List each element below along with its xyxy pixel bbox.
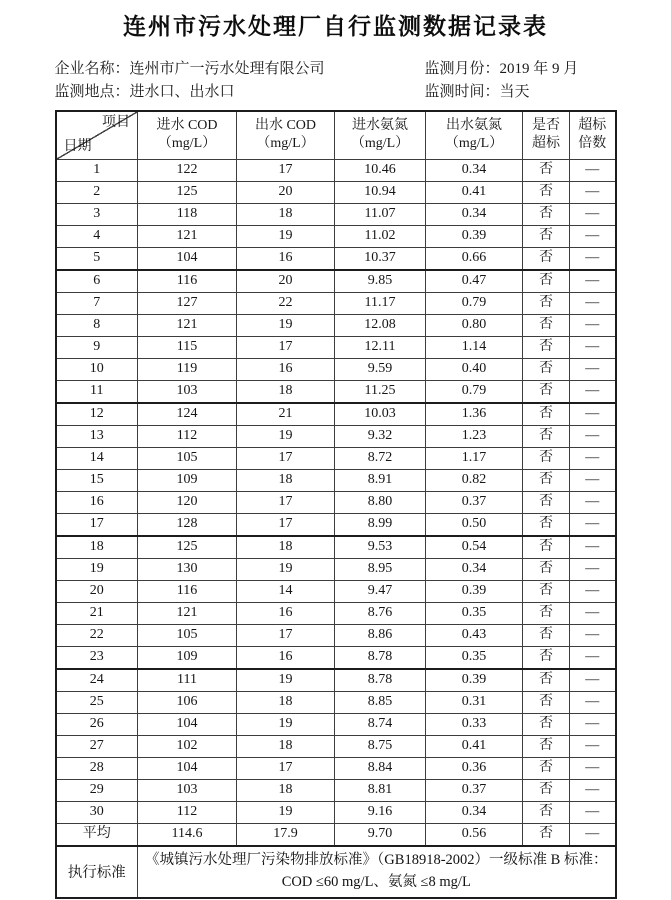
out-cod-cell: 16 bbox=[237, 602, 335, 624]
table-row bbox=[56, 358, 616, 380]
in-cod-cell: 121 bbox=[138, 314, 237, 336]
meta-row-1 bbox=[55, 58, 617, 81]
multiple-cell: — bbox=[570, 358, 616, 380]
date-cell: 15 bbox=[56, 469, 138, 491]
in-cod-cell: 125 bbox=[138, 181, 237, 203]
table-row bbox=[56, 403, 616, 426]
table-row bbox=[56, 247, 616, 270]
in-ammonia-cell: 8.95 bbox=[335, 558, 426, 580]
header-multiple-line2: 倍数 bbox=[578, 136, 607, 151]
in-ammonia-cell: 8.80 bbox=[335, 491, 426, 513]
in-ammonia-cell: 8.72 bbox=[335, 447, 426, 469]
header-in-ammonia bbox=[335, 111, 426, 160]
out-cod-cell: 19 bbox=[237, 425, 335, 447]
exceed-cell: 否 bbox=[523, 181, 570, 203]
out-cod-cell: 19 bbox=[237, 801, 335, 823]
header-exceed bbox=[523, 111, 570, 160]
out-cod-cell: 18 bbox=[237, 469, 335, 491]
monitoring-table bbox=[55, 110, 617, 899]
out-cod-cell: 18 bbox=[237, 536, 335, 559]
in-ammonia-cell: 8.84 bbox=[335, 757, 426, 779]
out-ammonia-cell: 0.31 bbox=[426, 691, 523, 713]
out-ammonia-cell: 0.79 bbox=[426, 380, 523, 403]
in-ammonia-cell: 12.11 bbox=[335, 336, 426, 358]
in-cod-cell: 109 bbox=[138, 469, 237, 491]
table-row bbox=[56, 336, 616, 358]
multiple-cell: — bbox=[570, 203, 616, 225]
out-ammonia-cell: 1.14 bbox=[426, 336, 523, 358]
date-cell: 28 bbox=[56, 757, 138, 779]
header-exceed-line2: 超标 bbox=[532, 136, 560, 151]
in-ammonia-cell: 10.46 bbox=[335, 159, 426, 181]
in-cod-cell: 119 bbox=[138, 358, 237, 380]
table-row bbox=[56, 536, 616, 559]
in-cod-cell: 128 bbox=[138, 513, 237, 536]
page-title: 连州市污水处理厂自行监测数据记录表 bbox=[123, 14, 548, 39]
in-ammonia-cell: 9.59 bbox=[335, 358, 426, 380]
out-ammonia-cell: 0.79 bbox=[426, 292, 523, 314]
header-out-cod-line1: 出水 COD bbox=[254, 117, 317, 133]
out-ammonia-cell: 0.34 bbox=[426, 558, 523, 580]
out-ammonia-cell: 0.82 bbox=[426, 469, 523, 491]
in-cod-cell: 116 bbox=[138, 580, 237, 602]
month-field bbox=[425, 58, 617, 81]
multiple-cell: — bbox=[570, 403, 616, 426]
month-label: 监测月份： bbox=[424, 61, 500, 77]
in-cod-cell: 121 bbox=[138, 225, 237, 247]
time-label: 监测时间： bbox=[424, 84, 500, 101]
out-ammonia-cell: 1.17 bbox=[426, 447, 523, 469]
date-cell: 5 bbox=[56, 247, 138, 270]
in-cod-cell: 124 bbox=[138, 403, 237, 426]
table-row bbox=[56, 757, 616, 779]
table-body bbox=[56, 159, 616, 846]
date-cell: 25 bbox=[56, 691, 138, 713]
corner-item-label: 项目 bbox=[102, 114, 130, 130]
out-ammonia-cell: 0.41 bbox=[426, 181, 523, 203]
location-field bbox=[55, 81, 425, 104]
table-row bbox=[56, 159, 616, 181]
meta-row-2 bbox=[55, 81, 617, 104]
in-ammonia-cell: 8.78 bbox=[335, 669, 426, 692]
out-ammonia-cell: 0.35 bbox=[426, 646, 523, 669]
date-cell: 24 bbox=[56, 669, 138, 692]
table-row bbox=[56, 602, 616, 624]
in-ammonia-cell: 9.53 bbox=[335, 536, 426, 559]
date-cell: 2 bbox=[56, 181, 138, 203]
date-cell: 14 bbox=[56, 447, 138, 469]
in-cod-cell: 125 bbox=[138, 536, 237, 559]
date-cell: 6 bbox=[56, 270, 138, 293]
out-cod-cell: 22 bbox=[237, 292, 335, 314]
in-cod-cell: 102 bbox=[138, 735, 237, 757]
table-row bbox=[56, 181, 616, 203]
exceed-cell: 否 bbox=[523, 823, 570, 846]
header-out-ammonia-line2: （mg/L） bbox=[444, 136, 504, 151]
out-ammonia-cell: 0.34 bbox=[426, 203, 523, 225]
in-ammonia-cell: 9.16 bbox=[335, 801, 426, 823]
multiple-cell: — bbox=[570, 669, 616, 692]
in-ammonia-cell: 8.99 bbox=[335, 513, 426, 536]
out-ammonia-cell: 0.39 bbox=[426, 580, 523, 602]
multiple-cell: — bbox=[570, 491, 616, 513]
date-cell: 23 bbox=[56, 646, 138, 669]
exceed-cell: 否 bbox=[523, 801, 570, 823]
in-cod-cell: 104 bbox=[138, 713, 237, 735]
out-cod-cell: 17 bbox=[237, 757, 335, 779]
in-ammonia-cell: 12.08 bbox=[335, 314, 426, 336]
out-ammonia-cell: 1.36 bbox=[426, 403, 523, 426]
standard-row bbox=[56, 846, 616, 898]
in-ammonia-cell: 8.74 bbox=[335, 713, 426, 735]
out-ammonia-cell: 0.39 bbox=[426, 669, 523, 692]
in-cod-cell: 118 bbox=[138, 203, 237, 225]
table-row bbox=[56, 425, 616, 447]
date-cell: 22 bbox=[56, 624, 138, 646]
date-cell: 19 bbox=[56, 558, 138, 580]
multiple-cell: — bbox=[570, 691, 616, 713]
out-ammonia-cell: 0.47 bbox=[426, 270, 523, 293]
out-ammonia-cell: 0.37 bbox=[426, 779, 523, 801]
date-cell: 11 bbox=[56, 380, 138, 403]
header-in-cod bbox=[138, 111, 237, 160]
exceed-cell: 否 bbox=[523, 203, 570, 225]
in-ammonia-cell: 8.75 bbox=[335, 735, 426, 757]
header-out-cod bbox=[237, 111, 335, 160]
out-cod-cell: 14 bbox=[237, 580, 335, 602]
exceed-cell: 否 bbox=[523, 225, 570, 247]
company-label: 企业名称： bbox=[54, 61, 130, 77]
in-cod-cell: 127 bbox=[138, 292, 237, 314]
header-in-ammonia-line2: （mg/L） bbox=[350, 136, 410, 151]
time-field bbox=[425, 81, 617, 104]
out-cod-cell: 17.9 bbox=[237, 823, 335, 846]
multiple-cell: — bbox=[570, 225, 616, 247]
multiple-cell: — bbox=[570, 735, 616, 757]
corner-header-cell bbox=[56, 111, 138, 160]
in-ammonia-cell: 8.76 bbox=[335, 602, 426, 624]
in-cod-cell: 103 bbox=[138, 779, 237, 801]
table-row bbox=[56, 292, 616, 314]
standard-text: 《城镇污水处理厂污染物排放标准》（GB18918-2002）一级标准 B 标准：COD ≤60 mg/L、氨氮 ≤8 mg/L bbox=[138, 846, 616, 898]
table-row bbox=[56, 580, 616, 602]
date-cell: 1 bbox=[56, 159, 138, 181]
exceed-cell: 否 bbox=[523, 735, 570, 757]
out-ammonia-cell: 0.50 bbox=[426, 513, 523, 536]
in-ammonia-cell: 10.37 bbox=[335, 247, 426, 270]
out-cod-cell: 16 bbox=[237, 358, 335, 380]
in-cod-cell: 114.6 bbox=[138, 823, 237, 846]
date-cell: 16 bbox=[56, 491, 138, 513]
date-cell: 27 bbox=[56, 735, 138, 757]
out-ammonia-cell: 0.36 bbox=[426, 757, 523, 779]
out-cod-cell: 19 bbox=[237, 669, 335, 692]
header-exceed-line1: 是否 bbox=[532, 117, 560, 133]
in-ammonia-cell: 8.81 bbox=[335, 779, 426, 801]
multiple-cell: — bbox=[570, 292, 616, 314]
table-row bbox=[56, 469, 616, 491]
out-ammonia-cell: 0.34 bbox=[426, 801, 523, 823]
in-cod-cell: 111 bbox=[138, 669, 237, 692]
date-cell: 30 bbox=[56, 801, 138, 823]
exceed-cell: 否 bbox=[523, 159, 570, 181]
out-ammonia-cell: 0.33 bbox=[426, 713, 523, 735]
exceed-cell: 否 bbox=[523, 669, 570, 692]
table-row bbox=[56, 314, 616, 336]
out-cod-cell: 17 bbox=[237, 513, 335, 536]
out-ammonia-cell: 0.41 bbox=[426, 735, 523, 757]
out-ammonia-cell: 0.54 bbox=[426, 536, 523, 559]
multiple-cell: — bbox=[570, 314, 616, 336]
exceed-cell: 否 bbox=[523, 713, 570, 735]
multiple-cell: — bbox=[570, 425, 616, 447]
exceed-cell: 否 bbox=[523, 247, 570, 270]
exceed-cell: 否 bbox=[523, 447, 570, 469]
exceed-cell: 否 bbox=[523, 602, 570, 624]
exceed-cell: 否 bbox=[523, 691, 570, 713]
date-cell: 9 bbox=[56, 336, 138, 358]
multiple-cell: — bbox=[570, 779, 616, 801]
date-cell: 26 bbox=[56, 713, 138, 735]
out-cod-cell: 20 bbox=[237, 181, 335, 203]
standard-label: 执行标准 bbox=[56, 846, 138, 898]
multiple-cell: — bbox=[570, 646, 616, 669]
header-in-cod-line1: 进水 COD bbox=[156, 117, 218, 133]
multiple-cell: — bbox=[570, 823, 616, 846]
table-row bbox=[56, 691, 616, 713]
table-row bbox=[56, 646, 616, 669]
month-value: 2019 年 9 月 bbox=[499, 61, 579, 77]
exceed-cell: 否 bbox=[523, 580, 570, 602]
date-cell: 4 bbox=[56, 225, 138, 247]
multiple-cell: — bbox=[570, 159, 616, 181]
out-cod-cell: 16 bbox=[237, 646, 335, 669]
table-row bbox=[56, 779, 616, 801]
date-cell: 3 bbox=[56, 203, 138, 225]
date-cell: 17 bbox=[56, 513, 138, 536]
in-cod-cell: 109 bbox=[138, 646, 237, 669]
out-cod-cell: 20 bbox=[237, 270, 335, 293]
multiple-cell: — bbox=[570, 380, 616, 403]
exceed-cell: 否 bbox=[523, 314, 570, 336]
in-ammonia-cell: 10.94 bbox=[335, 181, 426, 203]
in-ammonia-cell: 9.32 bbox=[335, 425, 426, 447]
in-cod-cell: 120 bbox=[138, 491, 237, 513]
header-multiple bbox=[570, 111, 616, 160]
in-cod-cell: 116 bbox=[138, 270, 237, 293]
out-ammonia-cell: 1.23 bbox=[426, 425, 523, 447]
out-ammonia-cell: 0.35 bbox=[426, 602, 523, 624]
multiple-cell: — bbox=[570, 580, 616, 602]
in-cod-cell: 115 bbox=[138, 336, 237, 358]
table-row bbox=[56, 491, 616, 513]
multiple-cell: — bbox=[570, 270, 616, 293]
table-row bbox=[56, 380, 616, 403]
table-row bbox=[56, 203, 616, 225]
exceed-cell: 否 bbox=[523, 558, 570, 580]
out-ammonia-cell: 0.43 bbox=[426, 624, 523, 646]
out-cod-cell: 19 bbox=[237, 225, 335, 247]
out-cod-cell: 19 bbox=[237, 713, 335, 735]
multiple-cell: — bbox=[570, 336, 616, 358]
in-ammonia-cell: 9.85 bbox=[335, 270, 426, 293]
multiple-cell: — bbox=[570, 247, 616, 270]
out-cod-cell: 17 bbox=[237, 336, 335, 358]
out-cod-cell: 18 bbox=[237, 735, 335, 757]
header-out-cod-line2: （mg/L） bbox=[256, 136, 315, 151]
location-label: 监测地点： bbox=[54, 84, 130, 101]
time-value: 当天 bbox=[499, 84, 530, 101]
in-ammonia-cell: 10.03 bbox=[335, 403, 426, 426]
out-cod-cell: 18 bbox=[237, 380, 335, 403]
out-ammonia-cell: 0.40 bbox=[426, 358, 523, 380]
header-multiple-line1: 超标 bbox=[578, 117, 607, 133]
in-cod-cell: 104 bbox=[138, 247, 237, 270]
location-value: 进水口、出水口 bbox=[129, 84, 235, 101]
exceed-cell: 否 bbox=[523, 358, 570, 380]
date-cell: 8 bbox=[56, 314, 138, 336]
in-cod-cell: 105 bbox=[138, 447, 237, 469]
out-cod-cell: 18 bbox=[237, 779, 335, 801]
exceed-cell: 否 bbox=[523, 779, 570, 801]
out-cod-cell: 19 bbox=[237, 558, 335, 580]
in-cod-cell: 105 bbox=[138, 624, 237, 646]
exceed-cell: 否 bbox=[523, 403, 570, 426]
in-ammonia-cell: 8.78 bbox=[335, 646, 426, 669]
out-ammonia-cell: 0.37 bbox=[426, 491, 523, 513]
multiple-cell: — bbox=[570, 713, 616, 735]
multiple-cell: — bbox=[570, 558, 616, 580]
out-cod-cell: 17 bbox=[237, 447, 335, 469]
exceed-cell: 否 bbox=[523, 336, 570, 358]
date-cell: 29 bbox=[56, 779, 138, 801]
table-row bbox=[56, 669, 616, 692]
exceed-cell: 否 bbox=[523, 624, 570, 646]
date-cell: 21 bbox=[56, 602, 138, 624]
out-ammonia-cell: 0.80 bbox=[426, 314, 523, 336]
table-row bbox=[56, 624, 616, 646]
out-cod-cell: 18 bbox=[237, 691, 335, 713]
table-row bbox=[56, 270, 616, 293]
in-ammonia-cell: 8.86 bbox=[335, 624, 426, 646]
in-cod-cell: 104 bbox=[138, 757, 237, 779]
table-row bbox=[56, 735, 616, 757]
header-in-ammonia-line1: 进水氨氮 bbox=[352, 117, 408, 133]
exceed-cell: 否 bbox=[523, 646, 570, 669]
in-ammonia-cell: 8.91 bbox=[335, 469, 426, 491]
header-out-ammonia bbox=[426, 111, 523, 160]
out-ammonia-cell: 0.34 bbox=[426, 159, 523, 181]
out-cod-cell: 17 bbox=[237, 159, 335, 181]
exceed-cell: 否 bbox=[523, 292, 570, 314]
date-cell: 平均 bbox=[56, 823, 138, 846]
exceed-cell: 否 bbox=[523, 469, 570, 491]
header-row bbox=[56, 111, 616, 160]
date-cell: 20 bbox=[56, 580, 138, 602]
in-ammonia-cell: 11.02 bbox=[335, 225, 426, 247]
date-cell: 13 bbox=[56, 425, 138, 447]
out-cod-cell: 19 bbox=[237, 314, 335, 336]
meta-section bbox=[55, 58, 617, 105]
date-cell: 18 bbox=[56, 536, 138, 559]
in-ammonia-cell: 9.70 bbox=[335, 823, 426, 846]
out-ammonia-cell: 0.39 bbox=[426, 225, 523, 247]
multiple-cell: — bbox=[570, 447, 616, 469]
exceed-cell: 否 bbox=[523, 380, 570, 403]
out-cod-cell: 21 bbox=[237, 403, 335, 426]
multiple-cell: — bbox=[570, 801, 616, 823]
company-field bbox=[55, 58, 425, 81]
multiple-cell: — bbox=[570, 536, 616, 559]
date-cell: 12 bbox=[56, 403, 138, 426]
multiple-cell: — bbox=[570, 602, 616, 624]
date-cell: 7 bbox=[56, 292, 138, 314]
in-ammonia-cell: 9.47 bbox=[335, 580, 426, 602]
in-ammonia-cell: 11.25 bbox=[335, 380, 426, 403]
in-cod-cell: 103 bbox=[138, 380, 237, 403]
in-cod-cell: 106 bbox=[138, 691, 237, 713]
date-cell: 10 bbox=[56, 358, 138, 380]
header-out-ammonia-line1: 出水氨氮 bbox=[446, 117, 502, 133]
in-ammonia-cell: 8.85 bbox=[335, 691, 426, 713]
exceed-cell: 否 bbox=[523, 270, 570, 293]
table-row bbox=[56, 225, 616, 247]
table-row bbox=[56, 801, 616, 823]
out-ammonia-cell: 0.66 bbox=[426, 247, 523, 270]
multiple-cell: — bbox=[570, 757, 616, 779]
multiple-cell: — bbox=[570, 624, 616, 646]
exceed-cell: 否 bbox=[523, 513, 570, 536]
exceed-cell: 否 bbox=[523, 425, 570, 447]
out-cod-cell: 18 bbox=[237, 203, 335, 225]
in-cod-cell: 112 bbox=[138, 425, 237, 447]
exceed-cell: 否 bbox=[523, 757, 570, 779]
average-row bbox=[56, 823, 616, 846]
table-row bbox=[56, 558, 616, 580]
in-ammonia-cell: 11.17 bbox=[335, 292, 426, 314]
table-row bbox=[56, 713, 616, 735]
out-ammonia-cell: 0.56 bbox=[426, 823, 523, 846]
in-cod-cell: 130 bbox=[138, 558, 237, 580]
company-value: 连州市广一污水处理有限公司 bbox=[129, 61, 325, 77]
in-ammonia-cell: 11.07 bbox=[335, 203, 426, 225]
corner-date-label: 日期 bbox=[63, 139, 92, 155]
out-cod-cell: 16 bbox=[237, 247, 335, 270]
exceed-cell: 否 bbox=[523, 491, 570, 513]
multiple-cell: — bbox=[570, 469, 616, 491]
table-row bbox=[56, 447, 616, 469]
header-in-cod-line2: （mg/L） bbox=[157, 136, 217, 151]
table-row bbox=[56, 513, 616, 536]
out-cod-cell: 17 bbox=[237, 624, 335, 646]
in-cod-cell: 121 bbox=[138, 602, 237, 624]
out-cod-cell: 17 bbox=[237, 491, 335, 513]
in-cod-cell: 112 bbox=[138, 801, 237, 823]
in-cod-cell: 122 bbox=[138, 159, 237, 181]
multiple-cell: — bbox=[570, 513, 616, 536]
exceed-cell: 否 bbox=[523, 536, 570, 559]
multiple-cell: — bbox=[570, 181, 616, 203]
